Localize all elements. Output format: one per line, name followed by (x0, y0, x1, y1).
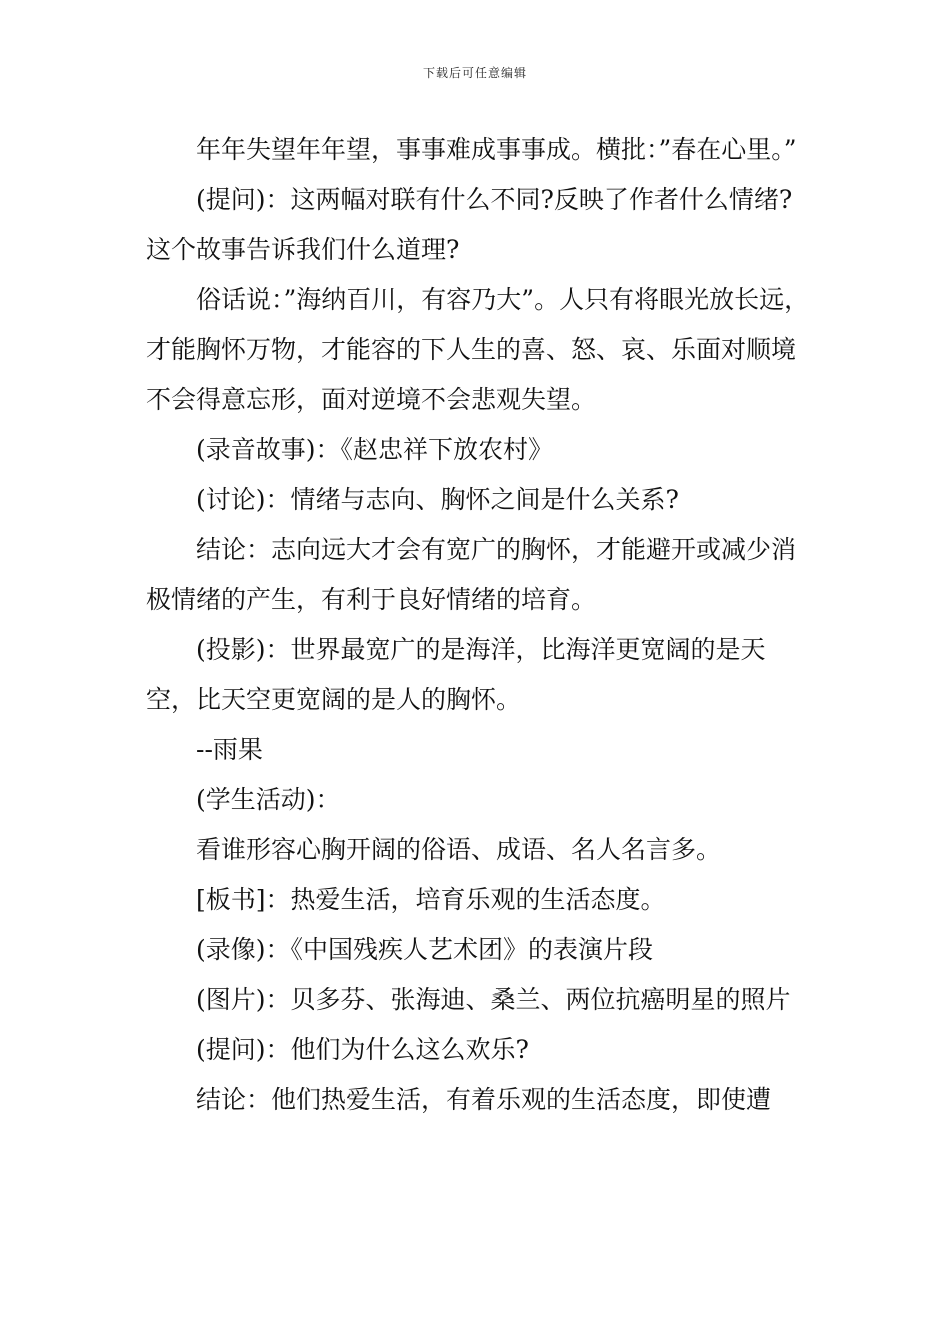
paragraph-activity-task: 看谁形容心胸开阔的俗语、成语、名人名言多。 (196, 835, 722, 864)
paragraph-blackboard: [板书]：热爱生活，培育乐观的生活态度。 (196, 885, 666, 914)
paragraph-pictures: (图片)：贝多芬、张海迪、桑兰、两位抗癌明星的照片 (196, 985, 791, 1014)
paragraph-projection: (投影)：世界最宽广的是海洋，比海洋更宽阔的是天空，比天空更宽阔的是人的胸怀。 (146, 635, 766, 714)
paragraph-audio-story: (录音故事)：《赵忠祥下放农村》 (196, 435, 554, 464)
paragraph-couplet: 年年失望年年望，事事难成事事成。横批：”春在心里。” (196, 135, 797, 164)
paragraph-proverb: 俗话说：”海纳百川，有容乃大”。人只有将眼光放长远，才能胸怀万物，才能容的下人生的喜、怒、哀、乐面对顺境不会得意忘形，面对逆境不会悲观失望。 (146, 285, 810, 414)
paragraph-question-couplets: (提问)：这两幅对联有什么不同?反映了作者什么情绪?这个故事告诉我们什么道理? (146, 185, 793, 264)
paragraph-conclusion-1: 结论：志向远大才会有宽广的胸怀，才能避开或减少消极情绪的产生，有利于良好情绪的培育。 (146, 535, 797, 614)
page-header: 下载后可任意编辑 (422, 66, 527, 80)
paragraph-student-activity: (学生活动)： (196, 785, 341, 814)
paragraph-video: (录像)：《中国残疾人艺术团》的表演片段 (196, 935, 654, 964)
paragraph-discussion: (讨论)：情绪与志向、胸怀之间是什么关系? (196, 485, 679, 514)
document-body (146, 125, 810, 1125)
paragraph-quote-author: --雨果 (196, 735, 263, 764)
paragraph-conclusion-2: 结论：他们热爱生活，有着乐观的生活态度，即使遭 (196, 1085, 772, 1114)
paragraph-question-joy: (提问)：他们为什么这么欢乐? (196, 1035, 529, 1064)
